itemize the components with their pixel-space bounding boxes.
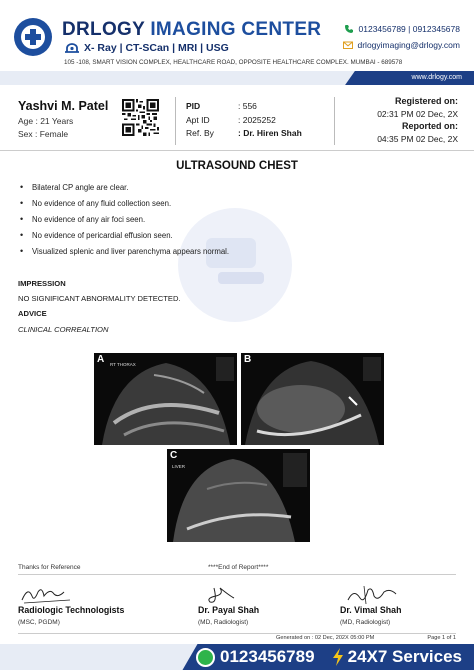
- generated-on: Generated on : 02 Dec, 202X 05:00 PM: [276, 635, 375, 641]
- email-contact[interactable]: [343, 40, 461, 50]
- advice-text: CLINICAL CORREALTION: [18, 325, 109, 334]
- header-bar: [0, 71, 474, 85]
- website-link[interactable]: www.drlogy.com: [411, 74, 462, 81]
- report-header: [0, 0, 474, 72]
- impression-text: NO SIGNIFICANT ABNORMALITY DETECTED.: [18, 294, 181, 303]
- divider: [334, 97, 335, 145]
- bottom-service-text: 24X7 Services: [347, 647, 462, 666]
- impression-heading: IMPRESSION: [18, 279, 66, 288]
- patient-age: Age : 21 Years: [18, 116, 74, 126]
- ultrasound-image-b: [241, 353, 384, 445]
- address-line: 105 -108, SMART VISION COMPLEX, HEALTHCARE ROAD, OPPOSITE HEALTHCARE COMPLEX. MUMBAI - 689578: [64, 59, 403, 66]
- image-label-c: C: [170, 450, 178, 461]
- signatory-1-degree: (MSC, PGDM): [18, 619, 60, 626]
- thanks-text: Thanks for Reference: [18, 564, 81, 571]
- bottom-phone-number: 0123456789: [220, 647, 315, 666]
- patient-name: Yashvi M. Patel: [18, 99, 109, 113]
- findings-list: [18, 183, 229, 263]
- list-item: • No evidence of any fluid collection seen.: [18, 199, 229, 215]
- lightning-bolt-icon: [332, 648, 344, 666]
- apt-id-label: Apt ID: [186, 114, 210, 125]
- mail-icon: [343, 40, 353, 50]
- advice-heading: ADVICE: [18, 309, 47, 318]
- brand-name: [62, 19, 321, 41]
- report-title: ULTRASOUND CHEST: [176, 160, 298, 172]
- scanner-icon: [64, 43, 80, 53]
- image-label-b: B: [244, 354, 252, 365]
- report-dates: [377, 95, 458, 145]
- ref-by-label: Ref. By: [186, 128, 214, 138]
- signature-technologist-icon: [20, 584, 80, 606]
- pid-value: : 556: [238, 101, 257, 111]
- whatsapp-icon: [196, 648, 215, 667]
- signatory-2-degree: (MD, Radiologist): [198, 619, 249, 626]
- phone-contact[interactable]: [344, 24, 460, 34]
- signatory-3-degree: (MD, Radiologist): [340, 619, 391, 626]
- bottom-service: [332, 647, 462, 667]
- phone-numbers: 0123456789 | 0912345678: [358, 24, 460, 34]
- services-text: X- Ray | CT-SCan | MRI | USG: [84, 42, 229, 54]
- image-caption-c: LIVER: [172, 464, 186, 469]
- bottom-phone[interactable]: [196, 647, 315, 667]
- signatory-3-name: Dr. Vimal Shah: [340, 605, 402, 615]
- services-line: [64, 42, 229, 54]
- brand-accent: IMAGING CENTER: [150, 19, 322, 40]
- registered-value: 02:31 PM 02 Dec, 2X: [377, 108, 458, 119]
- reported-value: 04:35 PM 02 Dec, 2X: [377, 133, 458, 144]
- list-item: • No evidence of any air foci seen.: [18, 215, 229, 231]
- divider: [175, 97, 176, 145]
- signature-vimal-shah-icon: [344, 584, 404, 606]
- brand-primary: DRLOGY: [62, 19, 145, 40]
- signature-payal-shah-icon: [200, 584, 260, 606]
- apt-id-value: : 2025252: [238, 114, 276, 125]
- ref-by-value: : Dr. Hiren Shah: [238, 128, 302, 138]
- divider: [18, 574, 456, 575]
- reported-label: Reported on:: [402, 121, 458, 131]
- patient-sex: Sex : Female: [18, 129, 69, 139]
- image-label-a: A: [97, 354, 105, 365]
- patient-ids: [186, 100, 302, 141]
- list-item: • Bilateral CP angle are clear.: [18, 183, 229, 199]
- image-caption-a: RT THORAX: [110, 362, 136, 367]
- signatory-1-name: Radiologic Technologists: [18, 605, 125, 615]
- registered-label: Registered on:: [394, 96, 458, 106]
- divider: [18, 633, 456, 634]
- email-address: drlogyimaging@drlogy.com: [357, 40, 460, 50]
- ultrasound-image-a: [94, 353, 237, 445]
- list-item: • No evidence of pericardial effusion seen.: [18, 231, 229, 247]
- medical-cross-logo-icon: [14, 18, 52, 56]
- qr-code-icon: [122, 99, 159, 136]
- patient-info: [0, 93, 474, 151]
- phone-icon: [344, 24, 354, 34]
- ultrasound-image-c: [167, 449, 310, 542]
- page-number: Page 1 of 1: [427, 635, 456, 641]
- pid-label: PID: [186, 101, 201, 111]
- end-of-report: ****End of Report****: [208, 564, 269, 571]
- signatory-2-name: Dr. Payal Shah: [198, 605, 260, 615]
- bottom-banner: [0, 644, 474, 670]
- list-item: • Visualized splenic and liver parenchyma appears normal.: [18, 247, 229, 263]
